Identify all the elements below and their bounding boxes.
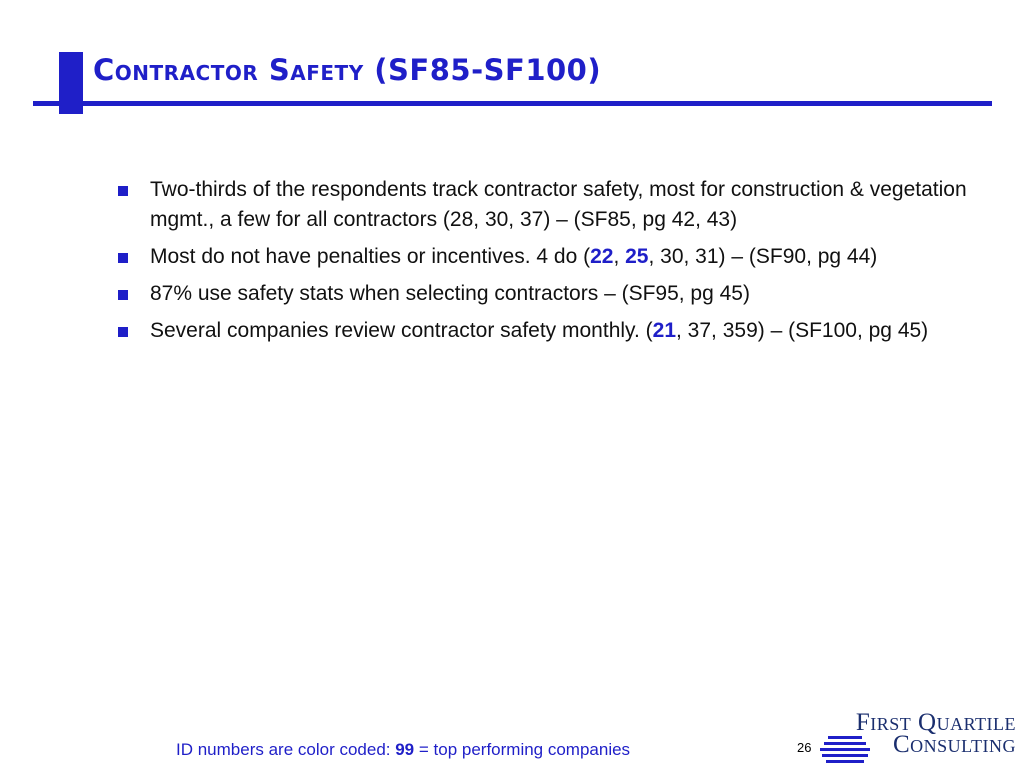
logo-text [855,709,1016,758]
logo-line-1: First Quartile [855,709,1016,736]
bullet-item [118,279,968,309]
page-number: 26 [797,740,812,755]
slide-title: Contractor Safety (SF85-SF100) [93,53,602,87]
company-logo [820,709,1020,764]
footer-note [176,740,630,760]
logo-line-2: Consulting [892,731,1016,758]
footer-note-prefix: ID numbers are color coded: [176,740,396,759]
bullet-item [118,242,968,272]
bullet-text: , 37, 359) – (SF100, pg 45) [676,319,929,342]
bullet-text: , 30, 31) – (SF90, pg 44) [648,245,878,268]
company-id-highlight: 21 [652,319,677,342]
bullet-list [118,175,968,353]
bullet-square-icon [118,253,128,263]
bullet-square-icon [118,327,128,337]
company-id-highlight: 22 [590,245,614,268]
footer-note-suffix: = top performing companies [414,740,631,759]
bullet-square-icon [118,290,128,300]
bullet-square-icon [118,186,128,196]
bullet-text: Most do not have penalties or incentives. 4 do ( [150,245,591,268]
bullet-text: Two-thirds of the respondents track contractor safety, most for construction & vegetation mgmt., a few for all contractors (28, 30, 37) – (SF85, pg 42, 43) [150,178,967,231]
bullet-item [118,316,968,346]
bullet-text: 87% use safety stats when selecting contractors – (SF95, pg 45) [150,282,750,305]
bullet-item [118,175,968,235]
bullet-text: Several companies review contractor safety monthly. ( [150,319,653,342]
bullet-text: , [613,245,626,268]
footer-note-number: 99 [395,740,415,759]
title-underline [33,101,992,106]
company-id-highlight: 25 [625,245,649,268]
